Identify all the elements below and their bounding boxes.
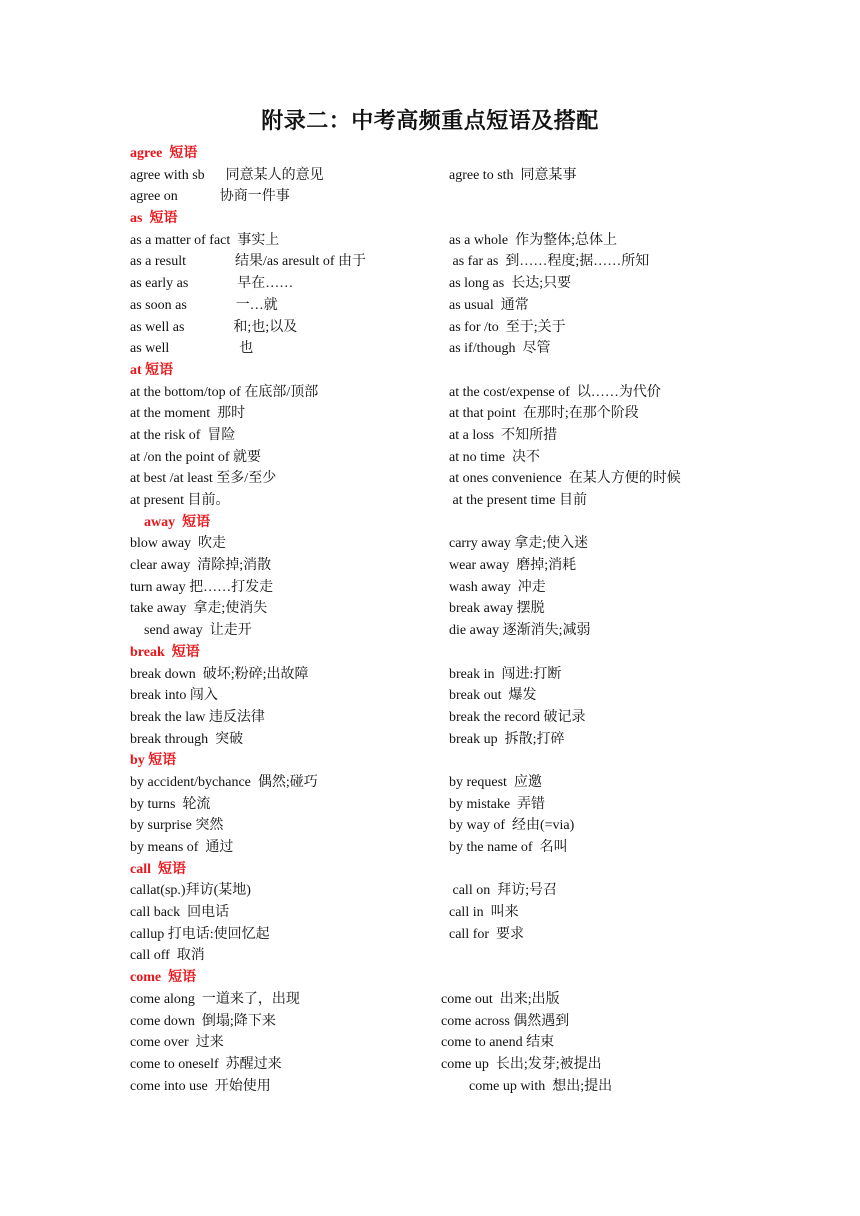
phrase-left: agree with sb 同意某人的意见 bbox=[130, 167, 324, 183]
phrase-left: callup 打电话:使回忆起 bbox=[130, 926, 270, 942]
section-heading: as 短语 bbox=[130, 211, 178, 227]
phrase-left: at /on the point of 就要 bbox=[130, 449, 262, 465]
phrase-right: break away 摆脱 bbox=[449, 601, 545, 617]
phrase-left: blow away 吹走 bbox=[130, 536, 227, 552]
phrase-right: carry away 拿走;使入迷 bbox=[449, 536, 589, 552]
phrase-left: as soon as 一…就 bbox=[130, 297, 278, 313]
phrase-right: at ones convenience 在某人方便的时候 bbox=[449, 471, 681, 487]
phrase-right: at the present time 目前 bbox=[449, 493, 588, 508]
phrase-row bbox=[0, 815, 860, 837]
phrase-left: at the bottom/top of 在底部/顶部 bbox=[130, 384, 319, 400]
phrase-right: come to anend 结束 bbox=[441, 1035, 555, 1051]
phrase-row bbox=[0, 468, 860, 490]
phrase-row bbox=[0, 1032, 860, 1054]
phrase-row bbox=[0, 425, 860, 447]
phrase-right: call on 拜访;号召 bbox=[449, 883, 558, 899]
phrase-left: at best /at least 至多/至少 bbox=[130, 471, 277, 487]
phrase-right: come up with 想出;提出 bbox=[441, 1078, 613, 1094]
phrase-row bbox=[0, 598, 860, 620]
phrase-row bbox=[0, 251, 860, 273]
phrase-left: by turns 轮流 bbox=[130, 796, 211, 812]
phrase-right: by way of 经由(=via) bbox=[449, 818, 575, 834]
section-heading-row bbox=[0, 750, 860, 772]
phrase-row bbox=[0, 989, 860, 1011]
phrase-left: agree on 协商一件事 bbox=[130, 189, 290, 205]
phrase-row bbox=[0, 447, 860, 469]
phrase-row bbox=[0, 1076, 860, 1098]
phrase-right: die away 逐渐消失;减弱 bbox=[449, 623, 591, 639]
phrase-right: as for /to 至于;关于 bbox=[449, 319, 566, 335]
section-heading: agree 短语 bbox=[130, 146, 198, 161]
phrase-right: break the record 破记录 bbox=[449, 709, 586, 725]
phrase-row bbox=[0, 295, 860, 317]
phrase-row bbox=[0, 317, 860, 339]
phrase-row bbox=[0, 902, 860, 924]
phrase-right: at no time 决不 bbox=[449, 449, 540, 465]
phrase-row bbox=[0, 382, 860, 404]
phrase-left: come into use 开始使用 bbox=[130, 1078, 271, 1094]
phrase-left: at the risk of 冒险 bbox=[130, 427, 236, 443]
section-heading-row bbox=[0, 967, 860, 989]
phrase-left: by surprise 突然 bbox=[130, 818, 224, 834]
phrase-right: break in 闯进:打断 bbox=[449, 666, 562, 682]
section-heading-row bbox=[0, 642, 860, 664]
phrase-left: call off 取消 bbox=[130, 948, 205, 964]
phrase-row bbox=[0, 338, 860, 360]
phrase-right: at a loss 不知所措 bbox=[449, 427, 558, 443]
section-heading: away 短语 bbox=[130, 514, 211, 530]
section-heading: come 短语 bbox=[130, 970, 197, 986]
phrase-row bbox=[0, 403, 860, 425]
phrase-right: call in 叫来 bbox=[449, 905, 519, 921]
phrase-right: wash away 冲走 bbox=[449, 579, 546, 595]
phrase-left: at the moment 那时 bbox=[130, 406, 246, 422]
phrase-row bbox=[0, 880, 860, 902]
phrase-left: by means of 通过 bbox=[130, 840, 234, 855]
phrase-left: as well as 和;也;以及 bbox=[130, 319, 298, 335]
section-heading: break 短语 bbox=[130, 644, 200, 660]
section-heading-row bbox=[0, 143, 860, 165]
phrase-row bbox=[0, 620, 860, 642]
phrase-left: break the law 违反法律 bbox=[130, 709, 265, 725]
phrase-row bbox=[0, 165, 860, 187]
phrase-right: as if/though 尽管 bbox=[449, 341, 551, 357]
phrase-right: by request 应邀 bbox=[449, 774, 542, 790]
phrase-left: as early as 早在…… bbox=[130, 276, 294, 292]
phrase-row bbox=[0, 555, 860, 577]
section-heading: by 短语 bbox=[130, 753, 177, 769]
phrase-left: take away 拿走;使消失 bbox=[130, 601, 268, 617]
phrase-right: agree to sth 同意某事 bbox=[449, 167, 577, 183]
phrase-row bbox=[0, 707, 860, 729]
phrase-left: come over 过来 bbox=[130, 1035, 224, 1051]
phrase-right: by mistake 弄错 bbox=[449, 796, 546, 812]
section-heading-row bbox=[0, 360, 860, 382]
phrase-row bbox=[0, 685, 860, 707]
phrase-row bbox=[0, 186, 860, 208]
section-heading: call 短语 bbox=[130, 861, 186, 877]
phrase-left: come along 一道来了，出现 bbox=[130, 991, 300, 1007]
phrase-row bbox=[0, 230, 860, 252]
phrase-row bbox=[0, 729, 860, 751]
phrase-right: come across 偶然遇到 bbox=[441, 1013, 570, 1029]
phrase-right: as usual 通常 bbox=[449, 297, 529, 313]
phrase-left: as well 也 bbox=[130, 341, 254, 357]
phrase-left: by accident/bychance 偶然;碰巧 bbox=[130, 774, 318, 790]
phrase-row bbox=[0, 772, 860, 794]
phrase-row bbox=[0, 794, 860, 816]
phrase-right: break out 爆发 bbox=[449, 688, 537, 704]
phrase-right: call for 要求 bbox=[449, 926, 525, 942]
section-heading: at 短语 bbox=[130, 362, 174, 378]
phrase-left: at present 目前。 bbox=[130, 493, 230, 508]
phrase-row bbox=[0, 490, 860, 512]
section-heading-row bbox=[0, 859, 860, 881]
phrase-row bbox=[0, 1054, 860, 1076]
phrase-left: send away 让走开 bbox=[130, 623, 252, 639]
document-title: 附录二：中考高频重点短语及搭配 bbox=[261, 109, 599, 134]
phrase-right: by the name of 名叫 bbox=[449, 840, 568, 855]
section-heading-row bbox=[0, 208, 860, 230]
phrase-right: as long as 长达;只要 bbox=[449, 276, 572, 292]
phrase-row bbox=[0, 577, 860, 599]
phrase-row bbox=[0, 837, 860, 859]
phrase-left: call back 回电话 bbox=[130, 905, 230, 921]
phrase-row bbox=[0, 664, 860, 686]
phrase-left: come to oneself 苏醒过来 bbox=[130, 1056, 282, 1072]
phrase-right: as a whole 作为整体;总体上 bbox=[449, 232, 617, 248]
phrase-row bbox=[0, 273, 860, 295]
phrase-right: come out 出来;出版 bbox=[441, 991, 560, 1007]
phrase-left: come down 倒塌;降下来 bbox=[130, 1013, 276, 1029]
phrase-left: callat(sp.)拜访(某地) bbox=[130, 883, 251, 899]
phrase-left: break through 突破 bbox=[130, 731, 244, 747]
phrase-right: break up 拆散;打碎 bbox=[449, 731, 565, 747]
phrase-row bbox=[0, 1011, 860, 1033]
phrase-left: clear away 清除掉;消散 bbox=[130, 558, 272, 574]
phrase-right: at the cost/expense of 以……为代价 bbox=[449, 384, 661, 400]
phrase-left: turn away 把……打发走 bbox=[130, 579, 274, 595]
phrase-row bbox=[0, 533, 860, 555]
section-heading-row bbox=[0, 512, 860, 534]
phrase-list bbox=[0, 143, 860, 1097]
phrase-left: as a matter of fact 事实上 bbox=[130, 232, 280, 248]
phrase-row bbox=[0, 945, 860, 967]
phrase-left: break down 破坏;粉碎;出故障 bbox=[130, 666, 309, 682]
phrase-right: wear away 磨掉;消耗 bbox=[449, 558, 577, 574]
phrase-row bbox=[0, 924, 860, 946]
phrase-right: as far as 到……程度;据……所知 bbox=[449, 254, 650, 270]
phrase-left: break into 闯入 bbox=[130, 688, 218, 704]
phrase-right: come up 长出;发芽;被提出 bbox=[441, 1056, 602, 1072]
phrase-left: as a result 结果/as aresult of 由于 bbox=[130, 254, 367, 270]
phrase-right: at that point 在那时;在那个阶段 bbox=[449, 406, 639, 422]
